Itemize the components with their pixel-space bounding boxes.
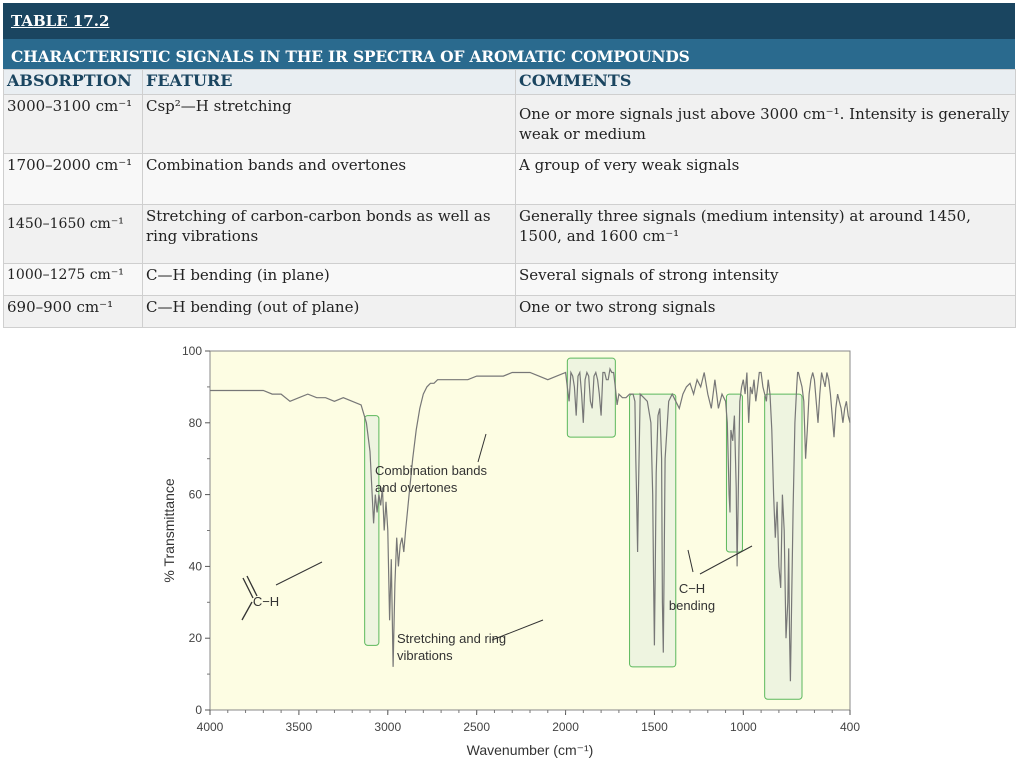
ir-spectrum-chart bbox=[0, 330, 1018, 767]
feature-cell: Combination bands and overtones bbox=[143, 154, 516, 205]
absorption-cell: 1450–1650 cm⁻¹ bbox=[4, 205, 143, 264]
header-comments: COMMENTS bbox=[516, 70, 1016, 95]
table-row bbox=[4, 205, 1016, 264]
y-tick-label: 20 bbox=[188, 631, 202, 646]
y-tick-label: 80 bbox=[188, 415, 202, 430]
header-absorption: ABSORPTION bbox=[4, 70, 143, 95]
header-feature: FEATURE bbox=[143, 70, 516, 95]
annotation-ch-stretch: C−H bbox=[252, 594, 280, 609]
comments-cell: Generally three signals (medium intensity) at around 1450, 1500, and 1600 cm⁻¹ bbox=[516, 205, 1016, 264]
x-tick-label: 2500 bbox=[463, 720, 491, 734]
annotation-combination-bands: Combination bands bbox=[375, 463, 488, 478]
absorption-cell: 1000–1275 cm⁻¹ bbox=[4, 264, 143, 296]
y-tick-label: 0 bbox=[195, 703, 202, 717]
table-title-bar bbox=[3, 39, 1015, 69]
x-tick-label: 400 bbox=[839, 720, 861, 734]
table-title: CHARACTERISTIC SIGNALS IN THE IR SPECTRA OF AROMATIC COMPOUNDS bbox=[11, 47, 690, 66]
y-tick-label: 100 bbox=[181, 344, 202, 358]
annotation-stretching: Stretching and ring bbox=[397, 631, 507, 646]
absorption-cell: 690–900 cm⁻¹ bbox=[4, 296, 143, 328]
x-tick-label: 4000 bbox=[196, 720, 224, 734]
feature-cell: C—H bending (out of plane) bbox=[143, 296, 516, 328]
feature-cell: C—H bending (in plane) bbox=[143, 264, 516, 296]
table-row bbox=[4, 264, 1016, 296]
table-header-row bbox=[4, 70, 1016, 95]
comments-cell: A group of very weak signals bbox=[516, 154, 1016, 205]
comments-cell: One or more signals just above 3000 cm⁻¹. Intensity is generally weak or medium bbox=[516, 95, 1016, 154]
x-tick-label: 2000 bbox=[552, 720, 579, 734]
table-number: TABLE 17.2 bbox=[11, 12, 110, 30]
plot-area bbox=[210, 351, 850, 710]
annotation-ch-bending: bending bbox=[668, 598, 716, 613]
absorption-cell: 3000–3100 cm⁻¹ bbox=[4, 95, 143, 154]
table-row bbox=[4, 296, 1016, 328]
highlight-region bbox=[765, 394, 802, 699]
feature-cell: Csp²—H stretching bbox=[143, 95, 516, 154]
signals-table bbox=[3, 69, 1016, 328]
x-tick-label: 1500 bbox=[641, 720, 668, 734]
feature-cell: Stretching of carbon-carbon bonds as well as ring vibrations bbox=[143, 205, 516, 264]
annotation-combination-bands: and overtones bbox=[375, 480, 458, 495]
absorption-cell: 1700–2000 cm⁻¹ bbox=[4, 154, 143, 205]
x-tick-label: 1000 bbox=[729, 720, 757, 734]
table-row bbox=[4, 95, 1016, 154]
x-axis-label: Wavenumber (cm⁻¹) bbox=[466, 742, 594, 758]
x-tick-label: 3500 bbox=[285, 720, 313, 734]
y-axis-label: % Transmittance bbox=[161, 478, 177, 583]
annotation-ch-bending: C−H bbox=[678, 581, 706, 596]
comments-cell: Several signals of strong intensity bbox=[516, 264, 1016, 296]
x-tick-label: 3000 bbox=[374, 720, 402, 734]
table-number-bar bbox=[3, 3, 1015, 39]
ir-table bbox=[3, 3, 1015, 328]
table-row bbox=[4, 154, 1016, 205]
highlight-region bbox=[365, 416, 379, 646]
comments-cell: One or two strong signals bbox=[516, 296, 1016, 328]
annotation-stretching: vibrations bbox=[397, 648, 453, 663]
y-tick-label: 40 bbox=[188, 559, 202, 574]
y-tick-label: 60 bbox=[188, 487, 202, 502]
